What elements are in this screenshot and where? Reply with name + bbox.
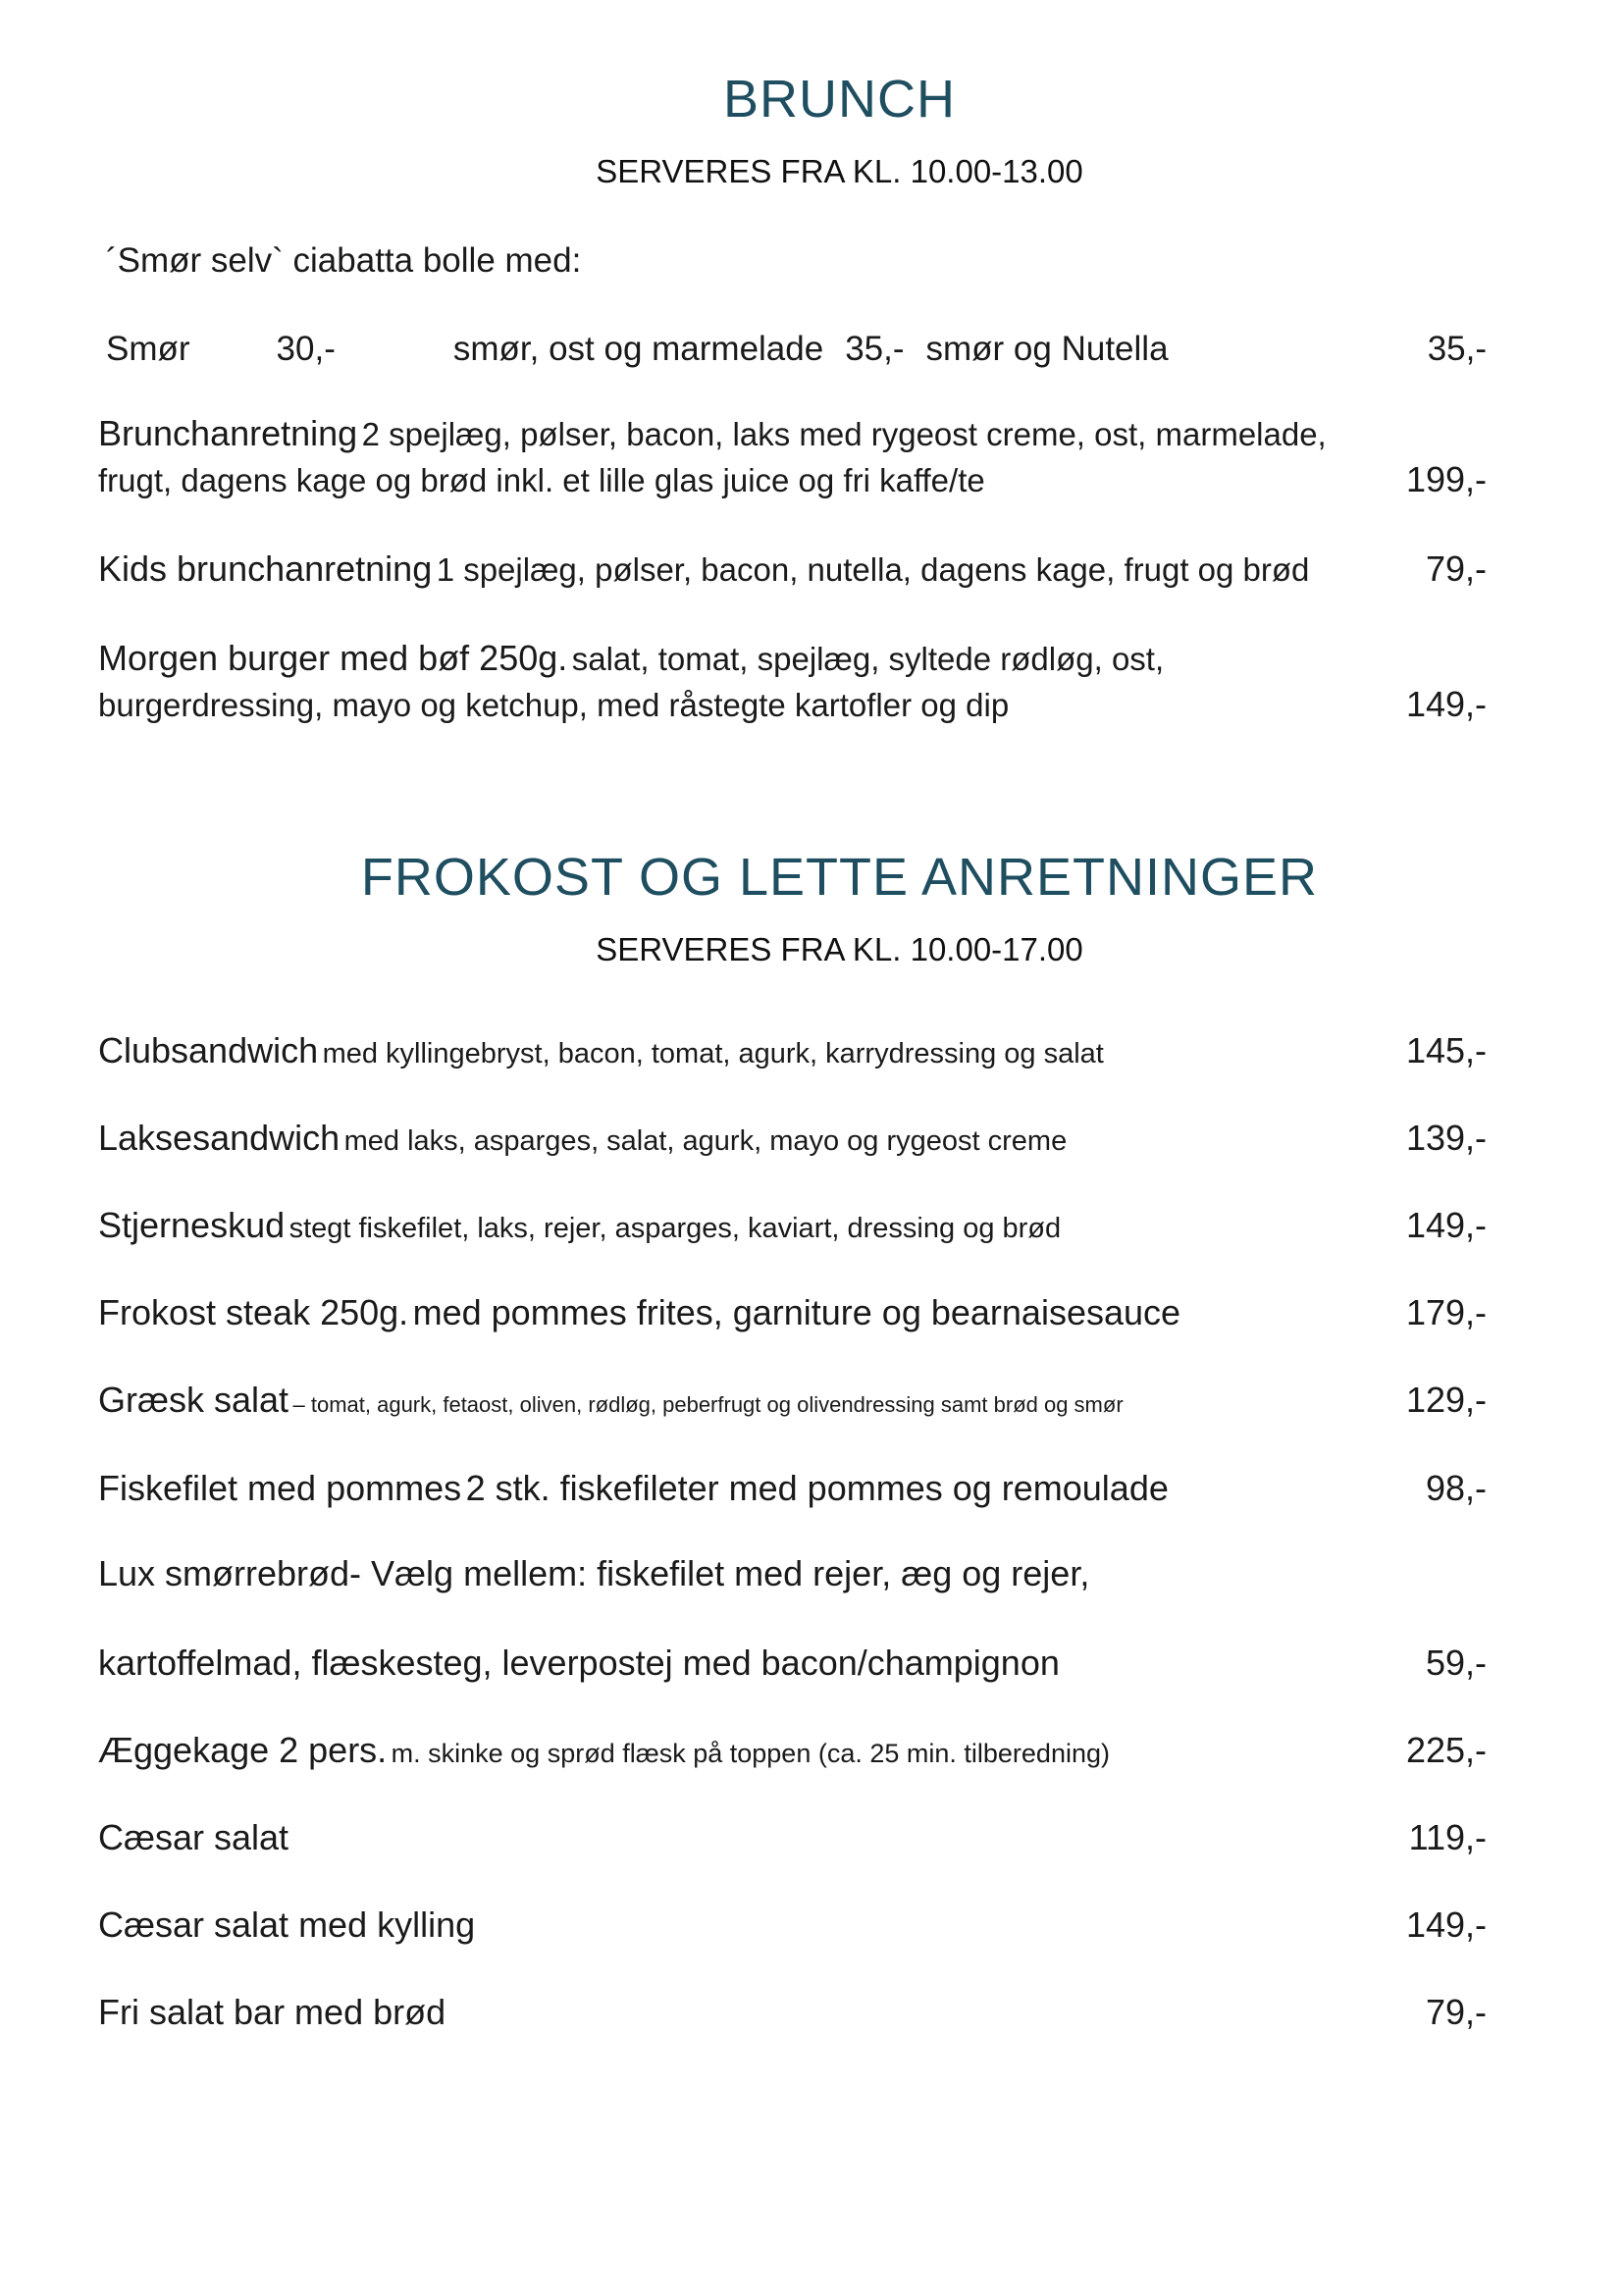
menu-item-morgen-burger xyxy=(98,633,1487,729)
section-spacer xyxy=(98,729,1487,847)
item-price: 79,- xyxy=(1425,548,1487,589)
menu-item-graesk-salat xyxy=(98,1375,1487,1425)
item-name: Græsk salat xyxy=(98,1380,289,1421)
menu-item-frokost-steak xyxy=(98,1287,1487,1337)
item-price: 149,- xyxy=(1405,1904,1487,1946)
item-description: med kyllingebryst, bacon, tomat, agurk, karrydressing og salat xyxy=(322,1038,1104,1070)
menu-item-clubsandwich xyxy=(98,1025,1487,1075)
item-price: 129,- xyxy=(1405,1380,1487,1421)
item-description: m. skinke og sprød flæsk på toppen (ca. 25 min. tilberedning) xyxy=(391,1738,1110,1768)
item-description: – tomat, agurk, fetaost, oliven, rødløg, peberfrugt og olivendressing samt brød og smør xyxy=(292,1392,1124,1418)
menu-item-fiskefilet-med-pommes xyxy=(98,1463,1487,1513)
item-name: Stjerneskud xyxy=(98,1205,286,1246)
item-name: Kids brunchanretning xyxy=(98,548,433,589)
item-description: med pommes frites, garniture og bearnaisesauce xyxy=(412,1292,1181,1333)
item-name: Laksesandwich xyxy=(98,1118,341,1159)
item-price: 149,- xyxy=(1405,683,1487,724)
butter-options-row xyxy=(98,330,1487,369)
smor-selv-intro: ´Smør selv` ciabatta bolle med: xyxy=(106,241,582,280)
item-price: 30,- xyxy=(276,330,336,368)
menu-item-lux-smorrebrod xyxy=(98,1548,1487,1688)
item-price: 119,- xyxy=(1408,1817,1487,1858)
frokost-title: FROKOST OG LETTE ANRETNINGER xyxy=(360,848,1319,908)
item-name: Brunchanretning xyxy=(98,413,358,453)
item-price: 79,- xyxy=(1425,1992,1487,2033)
item-name: smør og Nutella xyxy=(925,330,1169,368)
item-description: kartoffelmad, flæskesteg, leverpostej med bacon/champignon xyxy=(98,1642,1060,1683)
menu-item-fri-salat-bar xyxy=(98,1987,1487,2037)
menu-item-brunchanretning xyxy=(98,408,1487,504)
menu-item-stjerneskud xyxy=(98,1200,1487,1250)
item-price: 35,- xyxy=(845,330,905,368)
item-name: Æggekage 2 pers. xyxy=(98,1729,388,1770)
item-price: 35,- xyxy=(1427,330,1487,368)
item-price: 179,- xyxy=(1405,1292,1487,1333)
item-name: Frokost steak 250g. xyxy=(98,1292,409,1333)
brunch-section xyxy=(98,69,1487,729)
menu-item-laksesandwich xyxy=(98,1113,1487,1163)
item-name: Morgen burger med bøf 250g. xyxy=(98,638,568,679)
item-price: 59,- xyxy=(1425,1642,1487,1683)
menu-item-aeggekage xyxy=(98,1725,1487,1775)
item-price: 145,- xyxy=(1405,1030,1487,1071)
item-name: Cæsar salat med kylling xyxy=(98,1904,476,1946)
item-name: Fiskefilet med pommes xyxy=(98,1467,462,1508)
menu-item-kids-brunchanretning xyxy=(98,544,1487,594)
item-name: Lux smørrebrød- Vælg mellem: fiskefilet med rejer, æg og rejer, xyxy=(98,1552,1090,1593)
frokost-subtitle: SERVERES FRA KL. 10.00-17.00 xyxy=(596,931,1083,968)
brunch-subtitle: SERVERES FRA KL. 10.00-13.00 xyxy=(596,153,1083,189)
menu-item-caesar-salat-kylling xyxy=(98,1900,1487,1950)
item-description: salat, tomat, spejlæg, syltede rødløg, ost, burgerdressing, mayo og ketchup, med råstegte kartofler og dip xyxy=(98,641,1165,724)
brunch-title: BRUNCH xyxy=(722,70,956,129)
item-name: smør, ost og marmelade xyxy=(452,330,824,368)
item-price: 199,- xyxy=(1405,458,1487,499)
item-price: 225,- xyxy=(1405,1729,1487,1770)
item-price: 149,- xyxy=(1405,1205,1487,1246)
item-description: 2 stk. fiskefileter med pommes og remoulade xyxy=(465,1467,1169,1508)
frokost-section xyxy=(98,847,1487,2037)
item-name: Smør xyxy=(106,330,190,368)
item-name: Clubsandwich xyxy=(98,1030,319,1071)
item-price: 98,- xyxy=(1425,1467,1487,1508)
item-name: Cæsar salat xyxy=(98,1817,289,1858)
item-price: 139,- xyxy=(1405,1118,1487,1159)
menu-item-caesar-salat xyxy=(98,1812,1487,1862)
item-description: med laks, asparges, salat, agurk, mayo og rygeost creme xyxy=(343,1125,1068,1158)
item-description: stegt fiskefilet, laks, rejer, asparges, kaviart, dressing og brød xyxy=(288,1213,1062,1245)
item-description: 1 spejlæg, pølser, bacon, nutella, dagens kage, frugt og brød xyxy=(436,550,1310,588)
item-description: 2 spejlæg, pølser, bacon, laks med rygeost creme, ost, marmelade, frugt, dagens kage og brød inkl. et lille glas juice og fri kaffe/te xyxy=(98,416,1327,499)
item-name: Fri salat bar med brød xyxy=(98,1992,446,2033)
